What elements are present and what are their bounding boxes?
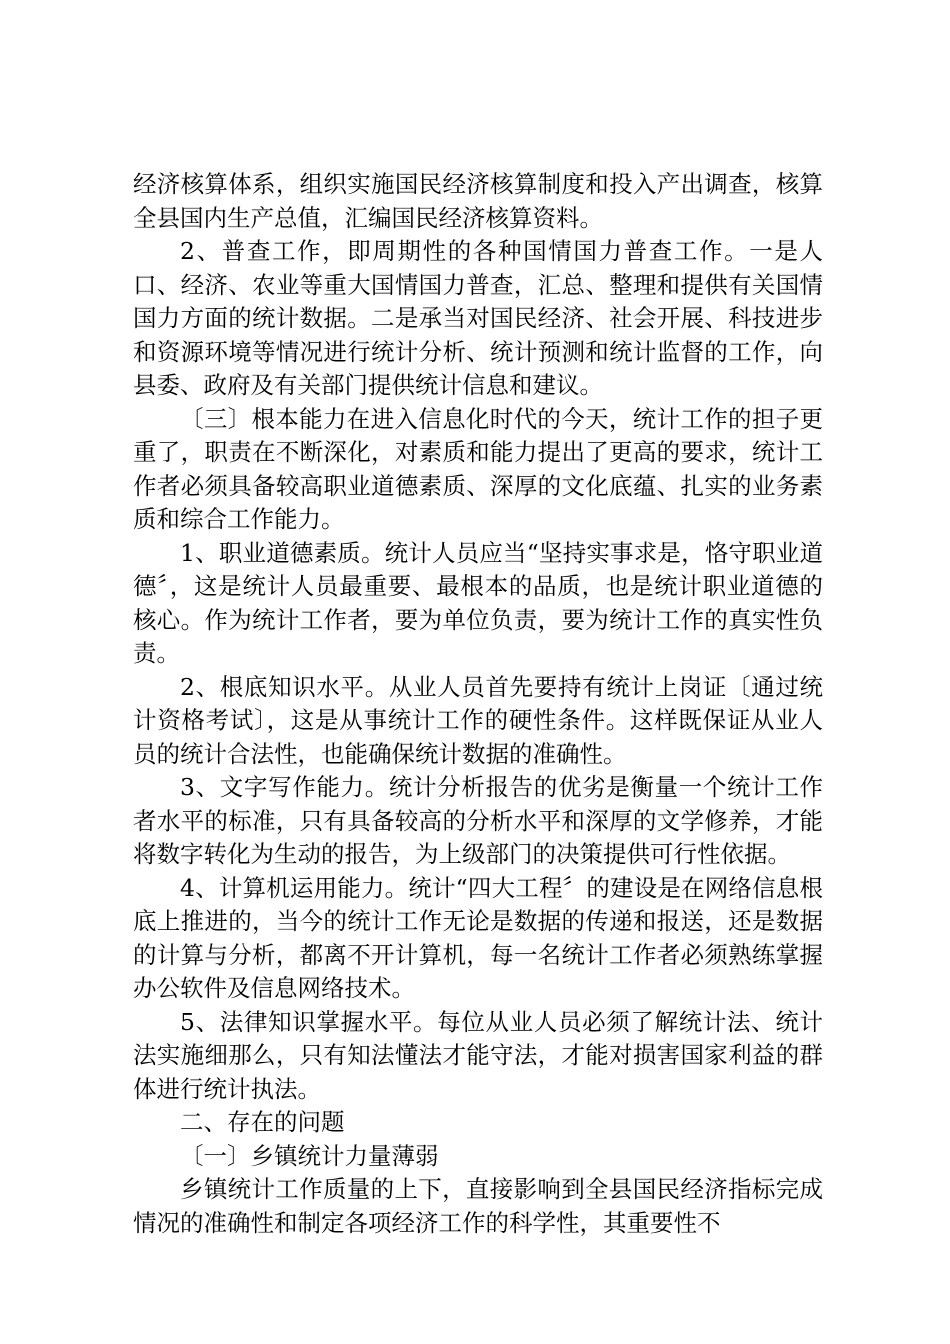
- paragraph-basic-knowledge: 2、根底知识水平。从业人员首先要持有统计上岗证〔通过统计资格考试〕，这是从事统计工作的硬性条件。这样既保证从业人员的统计合法性，也能确保统计数据的准确性。: [133, 672, 823, 768]
- paragraph-legal-knowledge: 5、法律知识掌握水平。每位从业人员必须了解统计法、统计法实施细那么，只有知法懂法才能守法，才能对损害国家利益的群体进行统计执法。: [133, 1007, 823, 1103]
- paragraph-writing-ability: 3、文字写作能力。统计分析报告的优劣是衡量一个统计工作者水平的标准，只有具备较高的分析水平和深厚的文学修养，才能将数字转化为生动的报告，为上级部门的决策提供可行性依据。: [133, 773, 823, 868]
- subsection-heading-weak-staff: 〔一〕乡镇统计力量薄弱: [180, 1141, 439, 1170]
- document-body: [133, 168, 823, 1240]
- paragraph-township-quality: 乡镇统计工作质量的上下，直接影响到全县国民经济指标完成情况的准确性和制定各项经济工作的科学性，其重要性不: [133, 1175, 823, 1237]
- paragraph-continuation: 经济核算体系，组织实施国民经济核算制度和投入产出调查，核算全县国内生产总值，汇编国民经济核算资料。: [133, 170, 823, 232]
- paragraph-census-work: 2、普查工作，即周期性的各种国情国力普查工作。一是人口、经济、农业等重大国情国力普查，汇总、整理和提供有关国情国力方面的统计数据。二是承当对国民经济、社会开展、科技进步和资源环境等情况进行统计分析、统计预测和统计监督的工作，向县委、政府及有关部门提供统计信息和建议。: [133, 237, 823, 399]
- section-heading-problems: 二、存在的问题: [180, 1108, 345, 1136]
- paragraph-computer-ability: 4、计算机运用能力。统计“四大工程〞的建设是在网络信息根底上推进的，当今的统计工作无论是数据的传递和报送，还是数据的计算与分析，都离不开计算机，每一名统计工作者必须熟练掌握办公软件及信息网络技术。: [133, 873, 823, 1002]
- paragraph-professional-ethics: 1、职业道德素质。统计人员应当“坚持实事求是，恪守职业道德〞，这是统计人员最重要、最根本的品质，也是统计职业道德的核心。作为统计工作者，要为单位负责，要为统计工作的真实性负责。: [133, 538, 823, 667]
- paragraph-basic-ability: 〔三〕根本能力在进入信息化时代的今天，统计工作的担子更重了，职责在不断深化，对素质和能力提出了更高的要求，统计工作者必须具备较高职业道德素质、深厚的文化底蕴、扎实的业务素质和综合工作能力。: [133, 404, 823, 533]
